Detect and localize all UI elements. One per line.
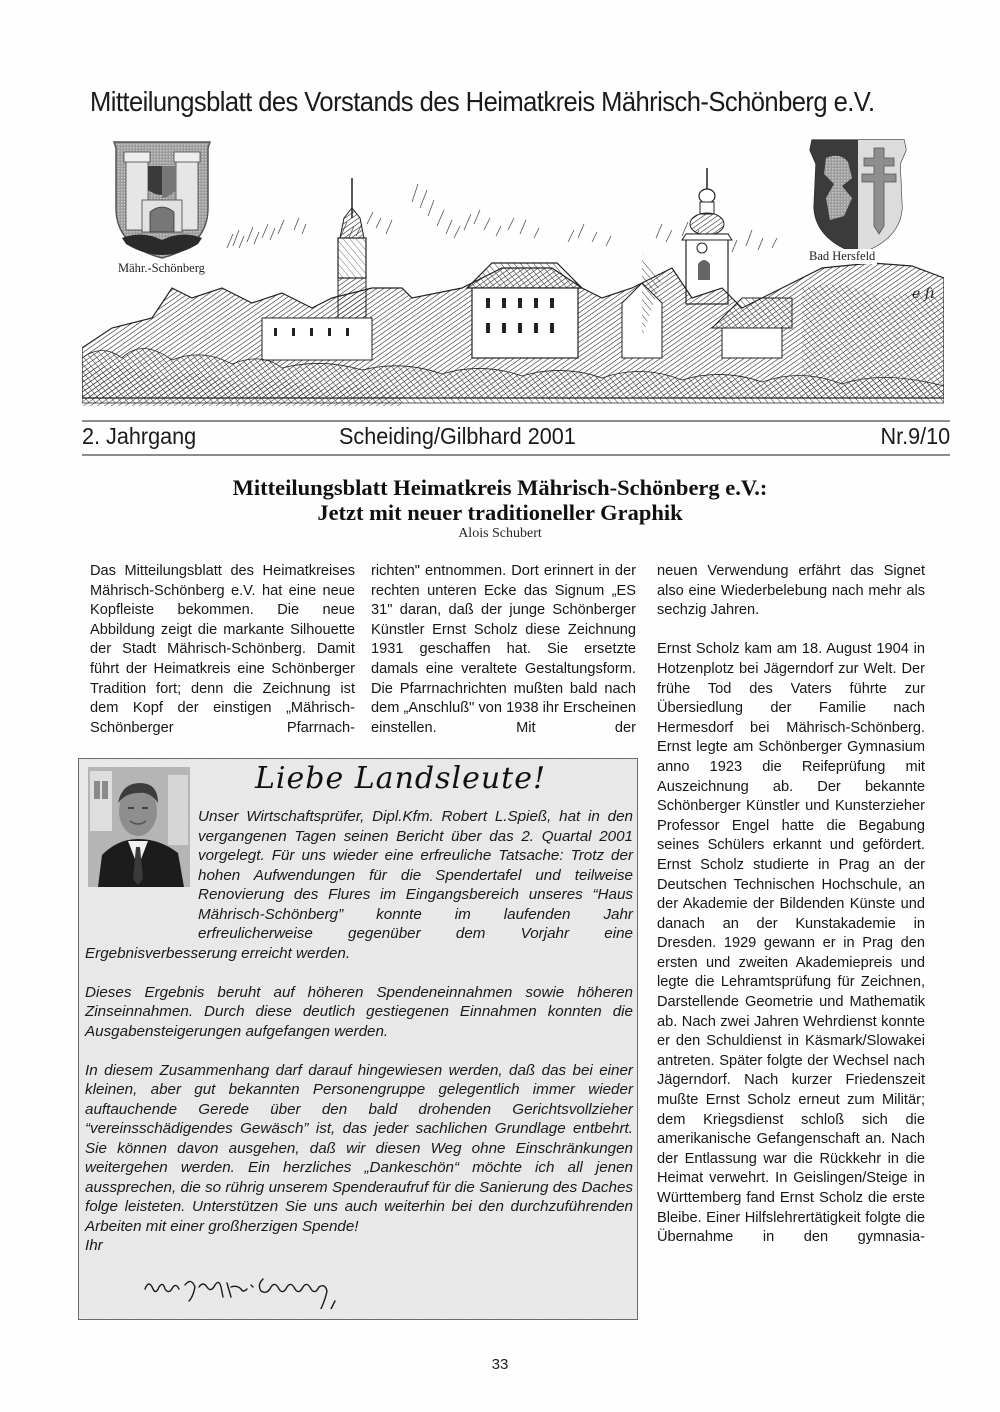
page-number: 33 — [491, 1356, 509, 1373]
headline-line-1: Mitteilungsblatt Heimatkreis Mährisch-Schönberg e.V.: — [232, 475, 768, 500]
church-tower-right — [682, 168, 732, 304]
letter-paragraph: Dieses Ergebnis beruht auf höheren Spendeneinnahmen sowie höheren Zinseinnahmen. Durch diese deutlich gestiegenen Einnahmen konnten die Ausgabensteigerungen aufgefangen werden. — [85, 983, 633, 1040]
crest-label-bad-hersfeld: Bad Hersfeld — [809, 249, 876, 263]
article-column-2 — [371, 562, 636, 738]
issue-info-bar — [82, 423, 950, 453]
letter-paragraph: In diesem Zusammenhang darf darauf hingewiesen werden, daß das bei einer kleinen, aber gut bekannten Personengruppe gelegentlich immer wieder auftauchende Gerede über den bald drohenden Gerichtsvollzieher “vereinsschädigendes Gewäsch” ist, das jeder sachlichen Grundlage entbehrt. Sie können davon ausgehen, daß wir diesen Weg ohne Einschränkungen weitergehen werden. Ein herzliches „Dankeschön“ möchte ich all jenen aussprechen, die so rührig unserem Spenderaufruf für die Sanierung des Daches folge leisteten. Unterstützen Sie uns auch weiterhin bei den durchzuführenden Arbeiten mit einer großherzigen Spende! — [85, 1061, 633, 1235]
masthead-title: Mitteilungsblatt des Vorstands des Heimatkreis Mährisch-Schönberg e.V. — [90, 86, 875, 117]
article-paragraph: neuen Verwendung erfährt das Signet also eine Wiederbelebung nach mehr als sechzig Jahren. — [657, 563, 925, 619]
article-paragraph: Ernst Scholz kam am 18. August 1904 in Hotzenplotz bei Jägerndorf zur Welt. Der frühe Tod des Vaters führte zur Übersiedlung der Familie nach Hermesdorf bei Mährisch-Schönberg. Ernst legte am Schönberger Gymnasium anno 1923 die Reifeprüfung mit Auszeichnung ab. Der bekannte Schönberger Künstler und Kunsterzieher Professor Engel hatte die Begabung seines Schülers erkannt und gefördert. Ernst Scholz studierte in Prag an der Deutschen Technischen Hochschule, an der Akademie der Bildenden Künste und danach an der Kunstakademie in Dresden. 1929 gewann er in Prag den ersten und zweiten Akademiepreis und legte die Lehramtsprüfung für Zeichnen, Darstellende Geometrie und Mathematik ab. Nach zwei Jahren Wehrdienst konnte er den Schuldienst in Käsmark/Slowakei antreten. Später folgte der Wechsel nach Jägerndorf. Nach kurzer Friedenszeit mußte Ernst Scholz erneut zum Militär; dem Kriegsdienst schloß sich die amerikanische Gefangenschaft an. Nach der Entlassung war die Rückkehr in die Heimat verwehrt. In Geislingen/Steige in Württemberg fand Ernst Scholz die erste Bleibe. Einer Hilfslehrertätigkeit folgte die Übernahme in den gymnasia- — [657, 641, 925, 1246]
article-author: Alois Schubert — [458, 526, 542, 541]
letter-paragraph: Unser Wirtschaftsprüfer, Dipl.Kfm. Robert L.Spieß, hat in den vergangenen Tagen seinen Bericht über das 2. Quartal 2001 vorgelegt. Für uns wieder eine erfreuliche Tatsache: Trotz der hohen Aufwendungen für die Spendertafel und teilweise Renovierung des Flures im Eingangsbereich unseres “Haus Mährisch-Schönberg” konnte im laufenden Jahr erfreulicherweise gegenüber dem Vorjahr eine Ergebnisverbesserung erreicht werden. — [85, 808, 633, 962]
letter-box — [78, 758, 638, 1320]
crest-maehrisch-schoenberg-icon — [114, 142, 210, 258]
issue-date: Scheiding/Gilbhard 2001 — [339, 423, 576, 449]
article-column-1 — [90, 562, 355, 738]
letter-closing: Ihr — [85, 1237, 103, 1254]
issue-year: 2. Jahrgang — [82, 423, 197, 449]
article-paragraph: Das Mitteilungsblatt des Heimatkreises Mährisch-Schönberg e.V. hat eine neue Kopfleiste bekommen. Die neue Abbildung zeigt die markante Silhouette der Stadt Mährisch-Schönberg. Damit führt der Heimatkreis eine Schönberger Tradition fort; denn die Zeichnung ist dem Kopf der einstigen „Mährisch-Schönberger Pfarrnach- — [90, 563, 355, 736]
town-skyline-illustration — [82, 138, 944, 418]
letter-heading: Liebe Landsleute! — [255, 761, 547, 796]
issue-bar-bottom-rule — [82, 454, 950, 456]
letter-body — [85, 807, 633, 1256]
article-paragraph: richten" entnommen. Dort erinnert in der rechten unteren Ecke das Signum „ES 31" daran, daß der junge Schönberger Künstler Ernst Scholz diese Zeichnung 1931 geschaffen hat. Sie ersetzte damals eine veraltete Gestaltungsform. Die Pfarrnachrichten mußten bald nach dem „Anschluß" von 1938 ihr Erscheinen einstellen. Mit der — [371, 563, 636, 736]
article-column-3 — [657, 562, 925, 1248]
headline-line-2: Jetzt mit neuer traditioneller Graphik — [317, 500, 683, 525]
artist-signum: e ſı — [912, 286, 935, 302]
article-headline — [100, 475, 900, 525]
crest-label-maehrisch-schoenberg: Mähr.-Schönberg — [118, 261, 205, 275]
signature-icon — [139, 1265, 399, 1309]
issue-number: Nr.9/10 — [880, 423, 950, 449]
issue-bar-top-rule — [82, 420, 950, 422]
crest-bad-hersfeld-icon — [810, 140, 906, 254]
